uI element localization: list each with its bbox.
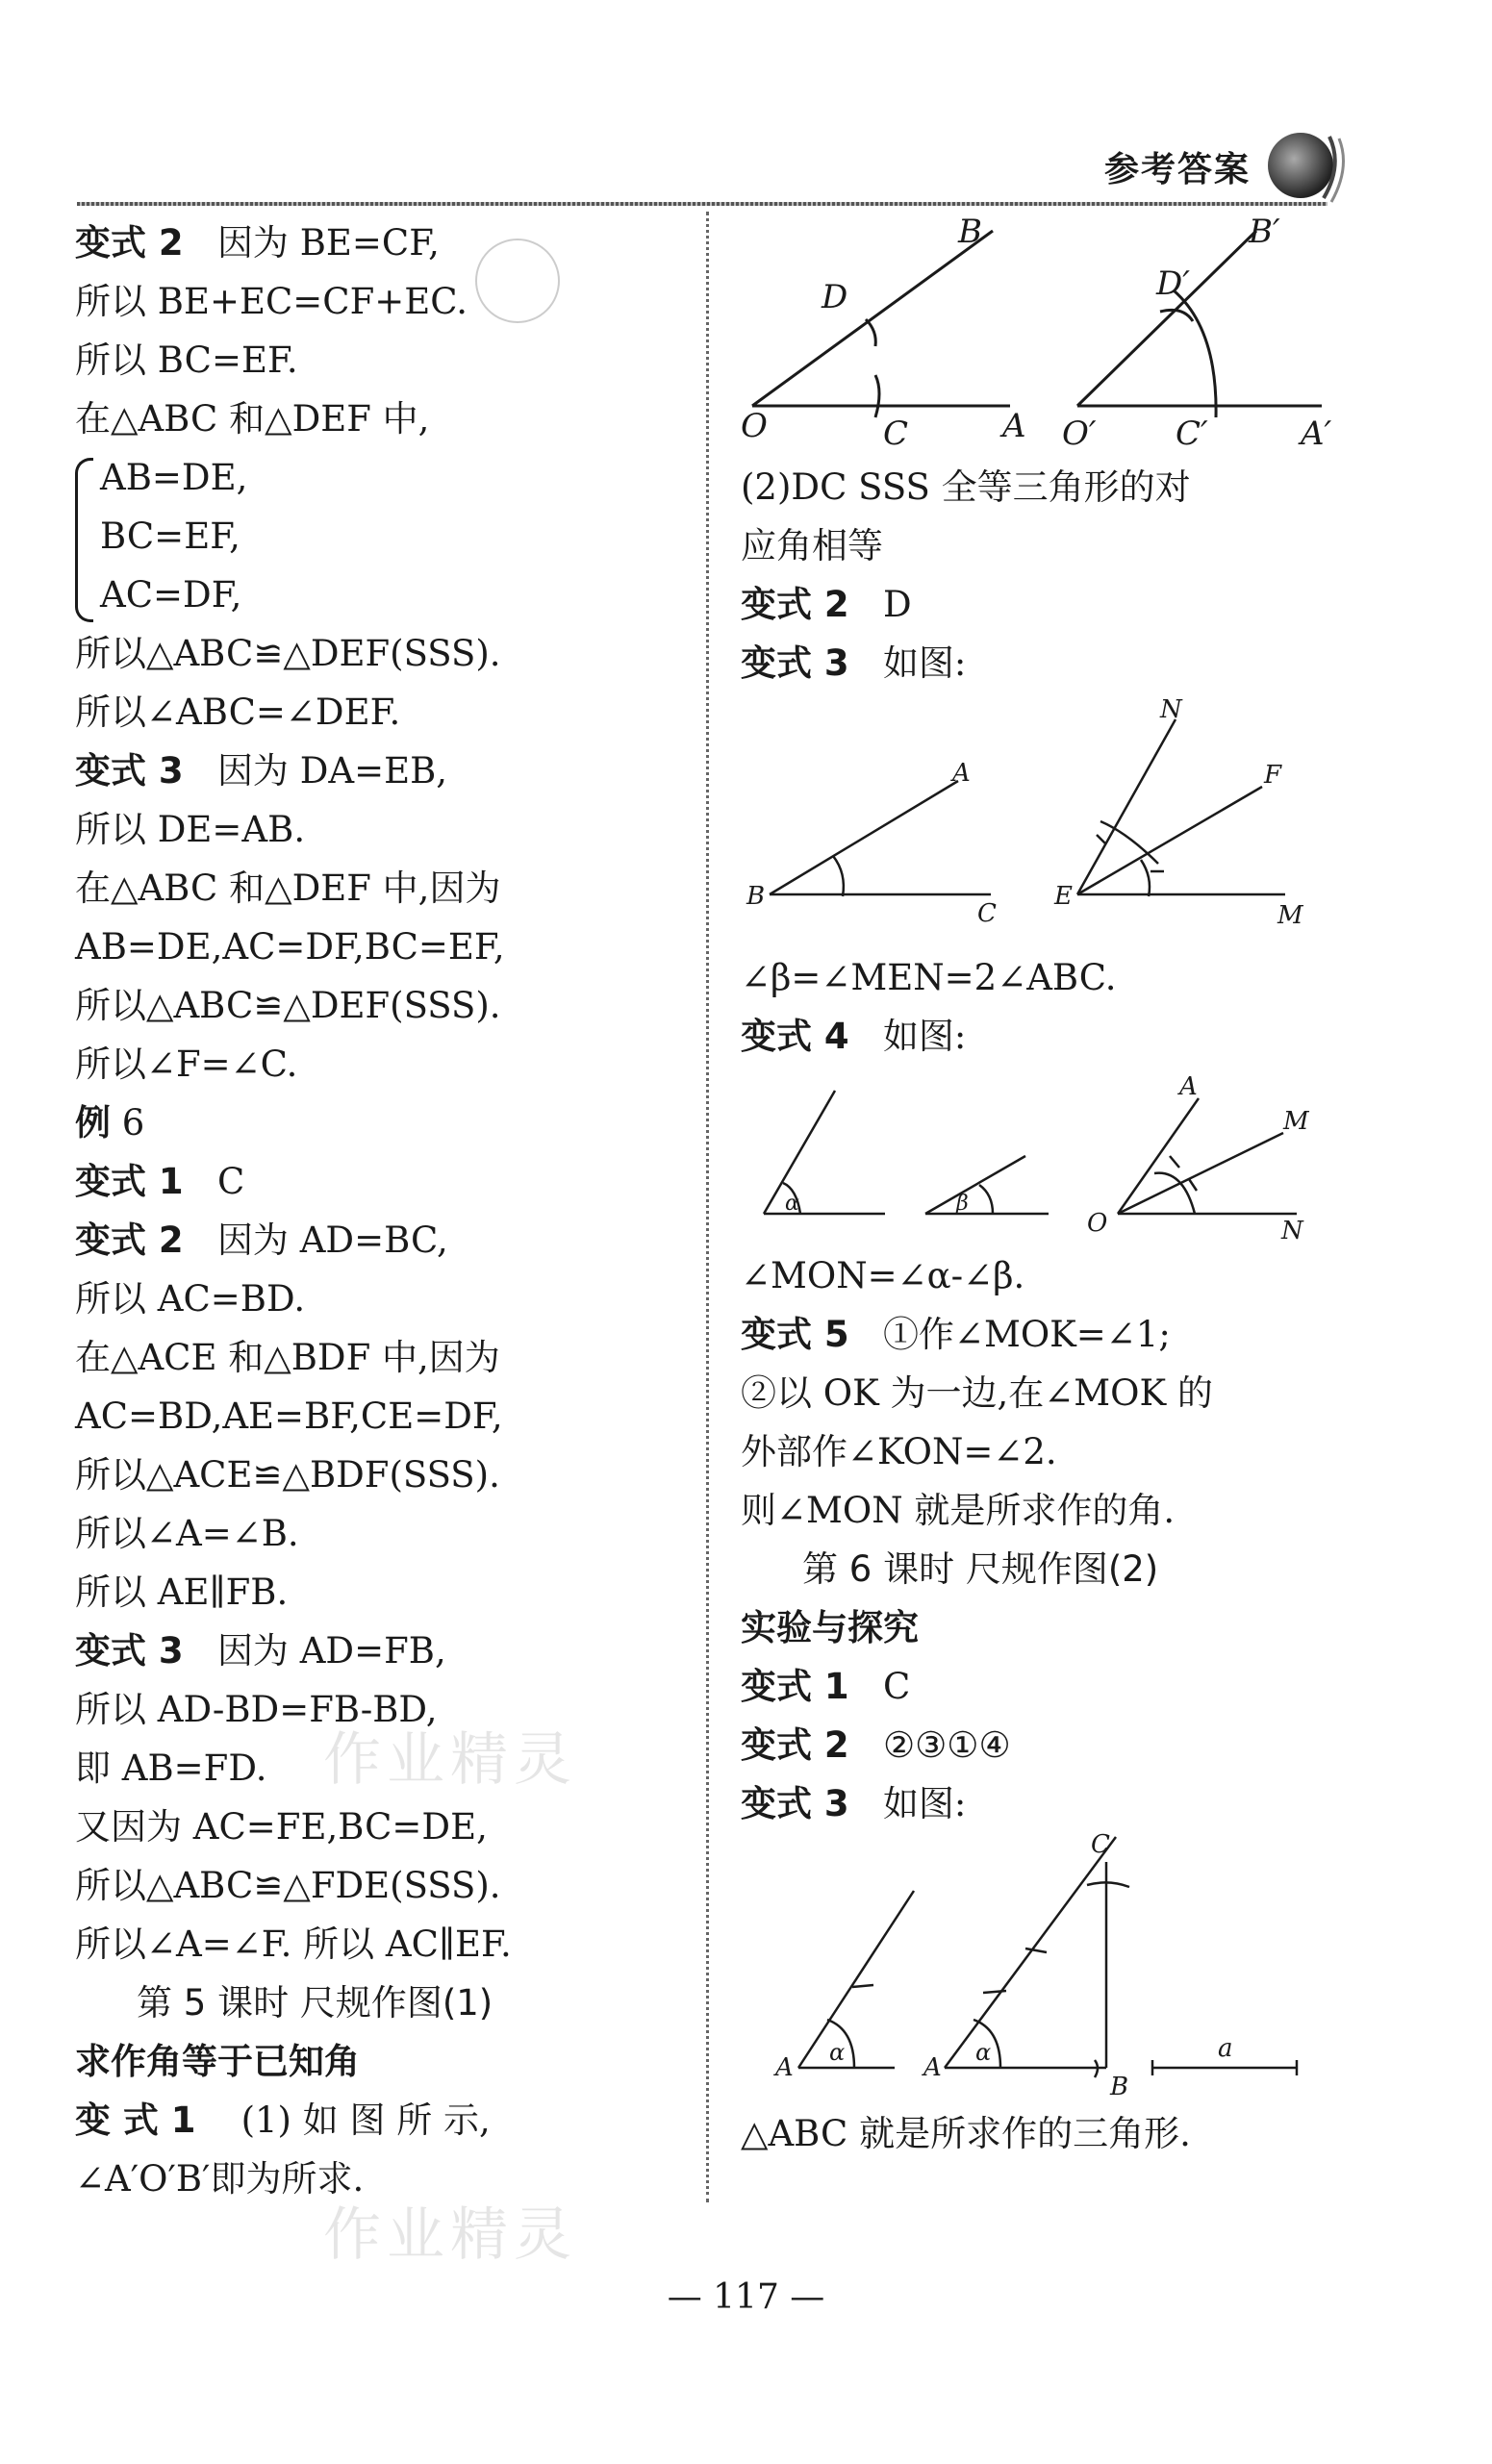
answer-line: 所以△ABC≌△DEF(SSS). xyxy=(75,985,501,1026)
header-badge-icon xyxy=(1262,125,1349,212)
answer-line: ∠β=∠MEN=2∠ABC. xyxy=(741,957,1117,998)
answer-line: 所以 AE∥FB. xyxy=(75,1571,289,1613)
point-label: F xyxy=(1264,761,1282,790)
answer-line: 在△ACE 和△BDF 中,因为 xyxy=(75,1337,500,1378)
answer-line: △ABC 就是所求作的三角形. xyxy=(741,2113,1191,2154)
point-label: B′ xyxy=(1249,214,1280,251)
system-line: AB=DE, xyxy=(100,457,248,498)
answer-line: 所以 AD-BD=FB-BD, xyxy=(75,1689,438,1730)
answer-line: 变式 4 如图: xyxy=(741,1016,967,1057)
point-label: C xyxy=(883,415,909,453)
point-label: A xyxy=(952,759,971,788)
page-header xyxy=(77,125,1356,221)
answer-line: 所以 DE=AB. xyxy=(75,809,306,850)
equation-system xyxy=(75,448,691,624)
answer-line: AB=DE,AC=DF,BC=EF, xyxy=(75,926,505,968)
point-label: B xyxy=(1110,2073,1129,2100)
answer-line: 所以△ABC≌△FDE(SSS). xyxy=(75,1865,501,1906)
answer-line: 变式 3 如图: xyxy=(741,1783,967,1824)
lesson-title: 第 6 课时 尺规作图(2) xyxy=(802,1548,1159,1590)
system-line: AC=DF, xyxy=(100,574,242,616)
angle-label: α xyxy=(829,2039,846,2066)
figure-triangle-construction xyxy=(741,1833,1356,2100)
answer-line: 应角相等 xyxy=(741,525,883,566)
answer-line: 变式 5 ①作∠MOK=∠1; xyxy=(741,1314,1171,1355)
segment-label: a xyxy=(1218,2034,1233,2063)
answer-line: 变式 2 ②③①④ xyxy=(741,1724,1011,1766)
angle-label: α xyxy=(975,2039,992,2066)
point-label: A xyxy=(923,2053,942,2082)
watermark: 作业精灵 xyxy=(323,2201,577,2269)
point-label: B xyxy=(746,882,766,911)
figure-angle-difference xyxy=(741,1066,1356,1243)
answer-line: 所以△ABC≌△DEF(SSS). xyxy=(75,633,501,674)
point-label: A′ xyxy=(1301,415,1332,453)
answer-line: 则∠MON 就是所求作的角. xyxy=(741,1490,1176,1531)
answer-line: AC=BD,AE=BF,CE=DF, xyxy=(75,1395,503,1437)
point-label: O xyxy=(1087,1209,1108,1238)
point-label: O′ xyxy=(1062,415,1097,453)
answer-line: 在△ABC 和△DEF 中, xyxy=(75,398,430,440)
point-label: N xyxy=(1281,1217,1303,1243)
point-label: M xyxy=(1283,1107,1309,1136)
brace-icon xyxy=(75,458,93,622)
figure-double-angle xyxy=(741,692,1356,944)
answer-line: 变 式 1 (1) 如 图 所 示, xyxy=(75,2099,491,2141)
point-label: O xyxy=(741,407,768,445)
header-title: 参考答案 xyxy=(1103,150,1251,189)
watermark: 作业精灵 xyxy=(323,1726,577,1794)
answer-line: 变式 3 因为 DA=EB, xyxy=(75,750,448,792)
point-label: D xyxy=(822,278,848,316)
answer-line: 所以 AC=BD. xyxy=(75,1278,306,1320)
answer-line: 变式 3 如图: xyxy=(741,642,967,684)
answer-line: ②以 OK 为一边,在∠MOK 的 xyxy=(741,1372,1213,1414)
point-label: N xyxy=(1160,695,1182,724)
point-label: A xyxy=(1002,407,1026,445)
point-label: A xyxy=(1179,1072,1198,1101)
section-title: 求作角等于已知角 xyxy=(75,2041,360,2082)
header-rule xyxy=(77,202,1328,206)
point-label: A xyxy=(775,2053,794,2082)
answer-line: 所以 BE+EC=CF+EC. xyxy=(75,281,468,322)
point-label: B xyxy=(958,214,982,251)
answer-line: 即 AB=FD. xyxy=(75,1747,267,1789)
answer-line: 所以∠A=∠B. xyxy=(75,1513,299,1554)
example-heading: 例 6 xyxy=(75,1102,145,1144)
answer-line: 所以∠ABC=∠DEF. xyxy=(75,691,401,733)
answer-line: 外部作∠KON=∠2. xyxy=(741,1431,1057,1472)
point-label: M xyxy=(1277,901,1303,930)
answer-line: ∠A′O′B′即为所求. xyxy=(75,2158,365,2200)
angle-label: β xyxy=(956,1192,969,1216)
point-label: D′ xyxy=(1156,264,1190,303)
answer-line: 变式 2 因为 AD=BC, xyxy=(75,1219,448,1261)
column-divider xyxy=(706,212,709,2202)
angle-label: α xyxy=(785,1192,799,1216)
answer-line: 又因为 AC=FE,BC=DE, xyxy=(75,1806,488,1848)
section-title: 实验与探究 xyxy=(741,1607,919,1648)
page-number: — 117 — xyxy=(667,2277,825,2317)
answer-line: ∠MON=∠α-∠β. xyxy=(741,1255,1025,1296)
answer-line: (2)DC SSS 全等三角形的对 xyxy=(741,466,1191,508)
point-label: E xyxy=(1054,882,1073,911)
point-label: C xyxy=(977,899,997,928)
answer-line: 变式 1 C xyxy=(75,1161,245,1202)
answer-line: 变式 1 C xyxy=(741,1666,911,1707)
left-column xyxy=(75,214,691,2208)
answer-line: 变式 2 D xyxy=(741,584,912,625)
answer-line: 所以∠F=∠C. xyxy=(75,1043,298,1085)
answer-line: 所以∠A=∠F. 所以 AC∥EF. xyxy=(75,1923,512,1965)
right-column xyxy=(741,214,1356,2163)
lesson-title: 第 5 课时 尺规作图(1) xyxy=(137,1982,493,2024)
point-label: C′ xyxy=(1176,415,1208,453)
answer-line: 在△ABC 和△DEF 中,因为 xyxy=(75,867,501,909)
point-label: C xyxy=(1091,1833,1110,1859)
figure-angle-copy xyxy=(741,214,1356,454)
answer-line: 变式 3 因为 AD=FB, xyxy=(75,1630,446,1672)
answer-line: 所以 BC=EF. xyxy=(75,339,298,381)
answer-line: 变式 2 因为 BE=CF, xyxy=(75,222,440,264)
system-line: BC=EF, xyxy=(100,515,240,557)
answer-line: 所以△ACE≌△BDF(SSS). xyxy=(75,1454,500,1496)
